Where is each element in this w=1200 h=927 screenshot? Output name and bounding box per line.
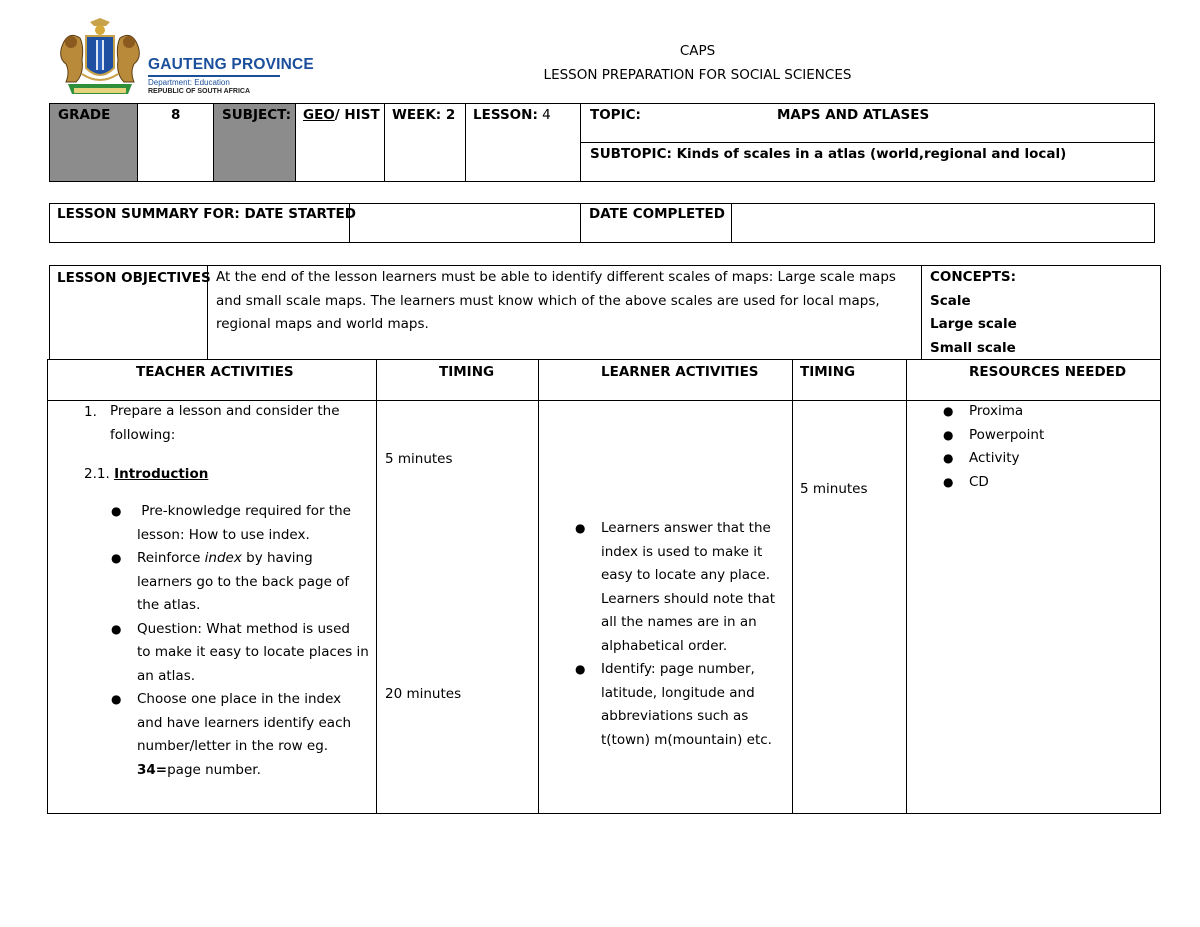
bullet-icon: ● [111,621,122,636]
concept-item: Small scale [930,339,1016,356]
concepts-label: CONCEPTS: [930,269,1017,285]
bullet-icon: ● [943,404,954,418]
bullet-icon: ● [943,474,954,489]
bullet-icon: ● [111,692,122,706]
concept-item: Scale [930,292,971,309]
country-name: REPUBLIC OF SOUTH AFRICA [148,88,251,95]
topic-label: TOPIC: [590,107,641,123]
bullet-icon: ● [575,521,586,535]
coat-of-arms-icon [54,16,146,102]
resource-item: ● Proxima [969,400,1154,424]
step-line: Prepare a lesson and consider the [110,403,340,419]
objectives-label: LESSON OBJECTIVES [57,270,211,286]
subject-geo: GEO [303,107,335,123]
bullet-icon: ● [575,662,586,676]
lesson-number [473,107,551,123]
resource-item: ● CD [969,471,1154,495]
objective-line: At the end of the lesson learners must be able to identify different scales of maps: Large scale maps [216,269,896,285]
province-name: GAUTENG PROVINCE [148,56,314,73]
date-started-label: LESSON SUMMARY FOR: DATE STARTED [57,206,356,222]
step-text [110,400,370,447]
subject-value [303,107,380,123]
intro-label: Introduction [114,466,209,482]
bullet-icon: ● [111,504,122,518]
list-item: ● Reinforce index by having learners go to the back page of the atlas. [137,547,373,618]
concept-item: Large scale [930,316,1017,332]
intro-number: 2.1. [84,466,110,482]
objectives-text [216,266,916,337]
objective-line: and small scale maps. The learners must know which of the above scales are used for local maps, [216,292,880,309]
intro-heading [84,466,208,482]
timing-learner: 5 minutes [800,481,868,497]
concepts [930,266,1155,360]
resources-list [943,400,1154,494]
step-number: 1. [84,404,97,420]
grade-value: 8 [171,107,181,123]
gauteng-logo [54,16,314,102]
col-resources-needed: RESOURCES NEEDED [969,364,1127,380]
date-completed-label: DATE COMPLETED [589,206,725,222]
bullet-icon: ● [111,551,122,565]
list-item: ● Choose one place in the index and have learners identify each number/letter in the row eg. 34=page number. [137,688,373,782]
doc-title-caps: CAPS [679,43,716,59]
subject-hist: / HIST [334,107,380,123]
objective-line: regional maps and world maps. [216,316,429,332]
resource-item: ● Powerpoint [969,424,1154,448]
lesson-label: LESSON: [473,107,538,123]
bullet-icon: ● [943,427,954,442]
list-item: ● Pre-knowledge required for the lesson: How to use index. [137,500,373,547]
lesson-value: 4 [537,107,551,123]
list-item: ● Learners answer that the index is used to make it easy to locate any place. Learners should note that all the names are in an alphabetical order. [601,517,789,658]
learner-bullets [575,517,789,752]
bullet-icon: ● [943,451,954,465]
teacher-bullets [111,500,373,782]
timing-intro: 5 minutes [385,451,453,467]
week-label: WEEK: 2 [392,107,456,123]
subtopic: SUBTOPIC: Kinds of scales in a atlas (world,regional and local) [590,146,1067,162]
grade-label: GRADE [58,107,111,123]
department-name: Department: Education [148,78,230,87]
col-timing-2: TIMING [800,364,856,380]
col-learner-activities: LEARNER ACTIVITIES [601,364,759,380]
list-item: ● Question: What method is used to make it easy to locate places in an atlas. [137,618,373,689]
doc-title-main: LESSON PREPARATION FOR SOCIAL SCIENCES [543,67,852,83]
date-started-field[interactable] [351,205,579,241]
resource-item: ● Activity [969,447,1154,471]
list-item: ● Identify: page number, latitude, longitude and abbreviations such as t(town) m(mountain) etc. [601,658,789,752]
subject-label: SUBJECT: [222,107,291,123]
topic-value: MAPS AND ATLASES [777,107,930,123]
date-completed-field[interactable] [733,205,1153,241]
col-teacher-activities: TEACHER ACTIVITIES [136,364,294,380]
step-line: following: [110,426,176,443]
timing-main: 20 minutes [385,686,462,702]
col-timing: TIMING [439,364,495,380]
